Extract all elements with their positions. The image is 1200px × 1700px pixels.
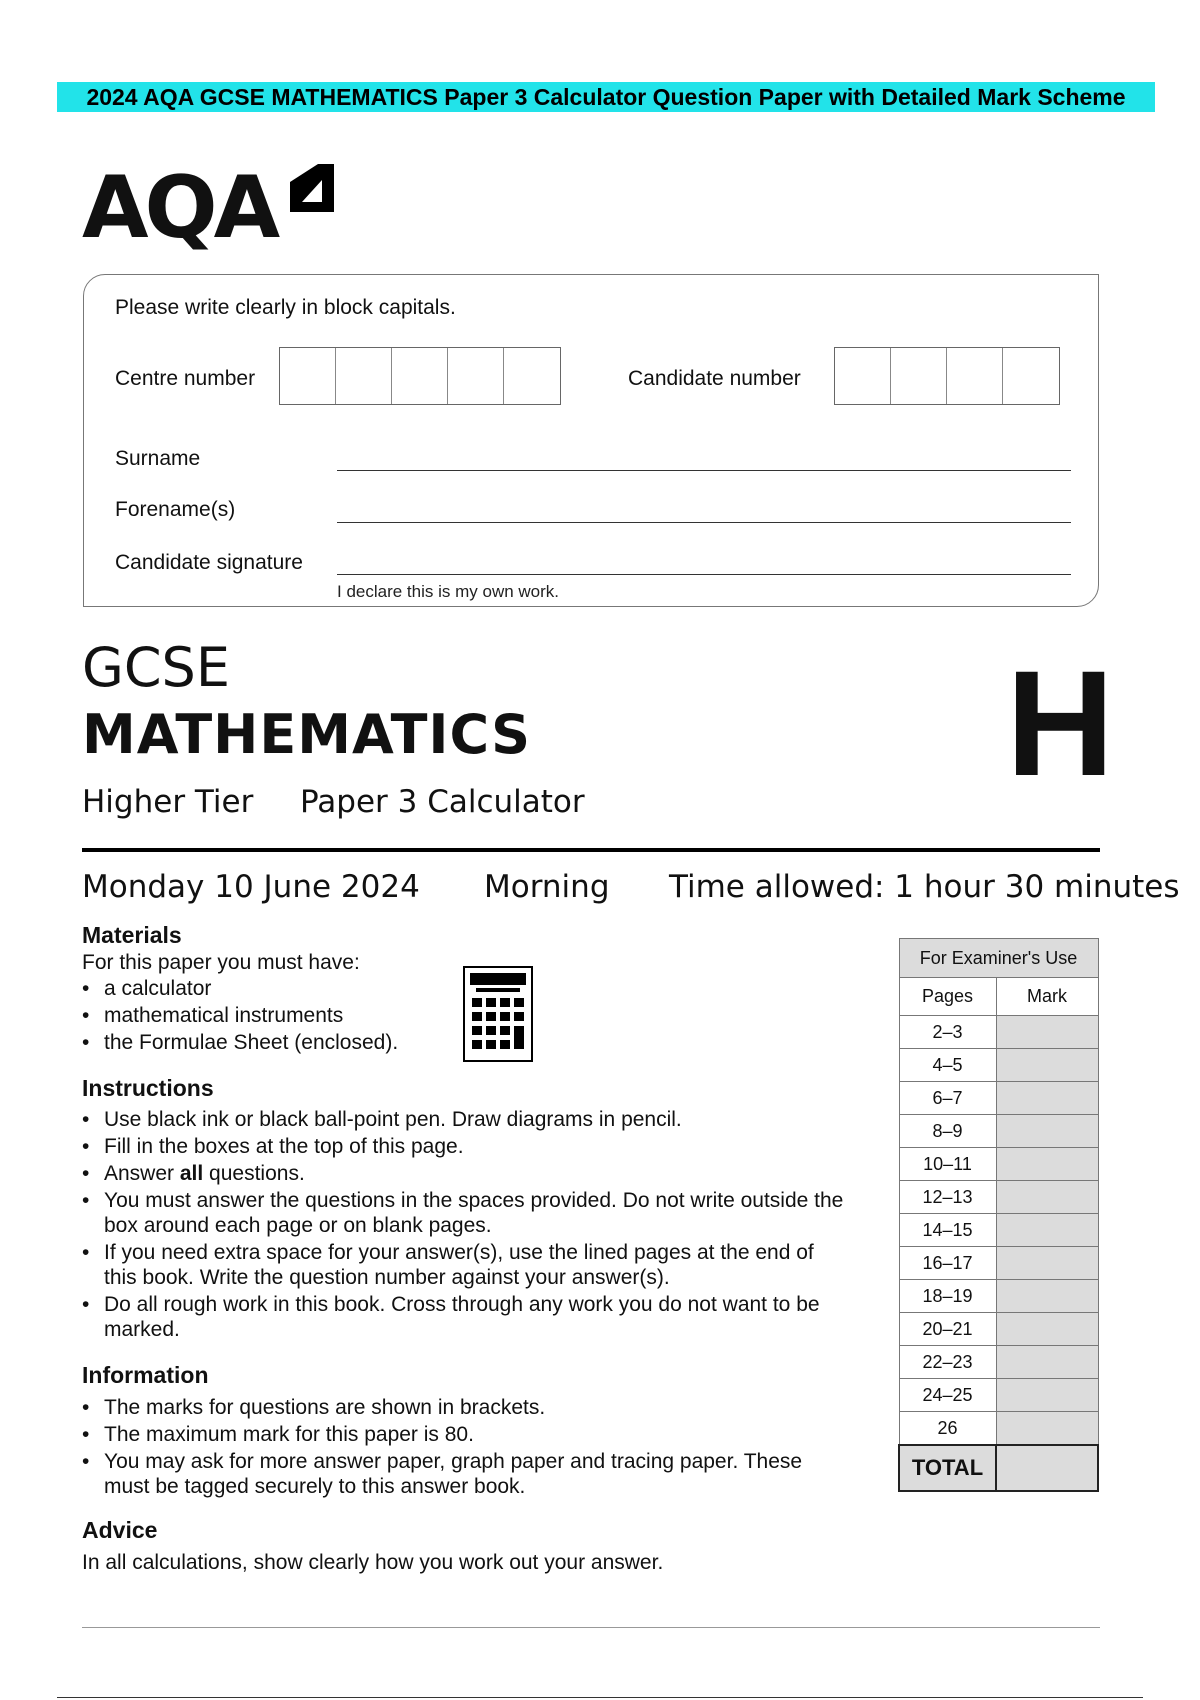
mark-cell[interactable] [996,1379,1098,1412]
table-row [899,1280,1098,1313]
pages-cell: 10–11 [899,1148,996,1181]
instructions-list [82,1107,852,1344]
mark-cell[interactable] [996,1247,1098,1280]
materials-heading: Materials [82,922,182,948]
centre-digit-box[interactable] [336,348,392,404]
information-list [82,1395,852,1501]
table-row [899,1115,1098,1148]
aqa-logo-mark-icon [282,162,336,222]
materials-intro: For this paper you must have: [82,951,360,974]
table-row [899,1049,1098,1082]
list-item: • The maximum mark for this paper is 80. [82,1422,852,1447]
list-item: • Use black ink or black ball-point pen. Draw diagrams in pencil. [82,1107,852,1132]
table-row [899,1379,1098,1412]
pages-cell: 18–19 [899,1280,996,1313]
paper-label: Paper 3 Calculator [300,784,585,820]
total-mark-cell[interactable] [996,1445,1098,1491]
tier-label: Higher Tier [82,784,254,820]
pages-cell: 14–15 [899,1214,996,1247]
total-row [899,1445,1098,1491]
pages-cell: 20–21 [899,1313,996,1346]
mark-cell[interactable] [996,1016,1098,1049]
pages-cell: 8–9 [899,1115,996,1148]
subject-title: MATHEMATICS [82,703,532,766]
footer-rule [82,1627,1100,1628]
advice-heading: Advice [82,1517,158,1543]
signature-line[interactable] [337,574,1071,575]
declaration-text: I declare this is my own work. [337,582,560,601]
table-row [899,1247,1098,1280]
candidate-number-label: Candidate number [628,367,801,390]
centre-number-label: Centre number [115,367,256,390]
table-row [899,1148,1098,1181]
candidate-number-boxes[interactable] [834,347,1060,405]
qualification-title: GCSE [82,636,230,699]
centre-digit-box[interactable] [392,348,448,404]
list-item: • Do all rough work in this book. Cross through any work you do not want to be marked. [82,1292,852,1342]
candidate-digit-box[interactable] [1003,348,1059,404]
pages-cell: 24–25 [899,1379,996,1412]
time-allowed: Time allowed: 1 hour 30 minutes [669,869,1180,905]
signature-label: Candidate signature [115,551,303,574]
mark-cell[interactable] [996,1346,1098,1379]
pages-column-header: Pages [899,978,996,1016]
centre-digit-box[interactable] [448,348,504,404]
mark-cell[interactable] [996,1313,1098,1346]
table-row [899,1181,1098,1214]
instructions-heading: Instructions [82,1075,214,1101]
table-row [899,1016,1098,1049]
forenames-line[interactable] [337,522,1071,523]
mark-cell[interactable] [996,1214,1098,1247]
mark-cell[interactable] [996,1082,1098,1115]
list-item: • If you need extra space for your answer(s), use the lined pages at the end of this book. Write the question number against your answer(s). [82,1240,852,1290]
pages-cell: 26 [899,1412,996,1446]
page-bottom-line [57,1697,1143,1698]
forenames-label: Forename(s) [115,498,236,521]
aqa-logo-text: AQA [82,158,277,258]
candidate-digit-box[interactable] [947,348,1003,404]
candidate-digit-box[interactable] [891,348,947,404]
surname-line[interactable] [337,470,1071,471]
table-row [899,1082,1098,1115]
examiner-use-table [898,938,1099,1492]
table-row [899,1214,1098,1247]
list-item: • Fill in the boxes at the top of this page. [82,1134,852,1159]
centre-digit-box[interactable] [280,348,336,404]
information-heading: Information [82,1362,209,1388]
list-item: • a calculator [82,976,462,1001]
examiner-table-title: For Examiner's Use [899,939,1098,978]
mark-cell[interactable] [996,1412,1098,1446]
centre-digit-box[interactable] [504,348,560,404]
pages-cell: 6–7 [899,1082,996,1115]
tier-letter: H [1006,639,1115,807]
list-item: • the Formulae Sheet (enclosed). [82,1030,462,1055]
list-item: • The marks for questions are shown in brackets. [82,1395,852,1420]
aqa-logo [82,158,352,258]
exam-date: Monday 10 June 2024 [82,869,420,905]
pages-cell: 2–3 [899,1016,996,1049]
candidate-digit-box[interactable] [835,348,891,404]
mark-column-header: Mark [996,978,1098,1016]
list-item: • Answer all questions. [82,1161,852,1186]
pages-cell: 16–17 [899,1247,996,1280]
list-item: • mathematical instruments [82,1003,462,1028]
document-banner: 2024 AQA GCSE MATHEMATICS Paper 3 Calculator Question Paper with Detailed Mark Scheme [57,82,1155,112]
mark-cell[interactable] [996,1181,1098,1214]
header-rule [82,848,1100,852]
list-item: • You must answer the questions in the spaces provided. Do not write outside the box around each page or on blank pages. [82,1188,852,1238]
table-row [899,1313,1098,1346]
mark-cell[interactable] [996,1280,1098,1313]
mark-cell[interactable] [996,1049,1098,1082]
advice-text: In all calculations, show clearly how you work out your answer. [82,1551,664,1574]
total-label: TOTAL [899,1445,996,1491]
materials-list [82,976,462,1057]
centre-number-boxes[interactable] [279,347,561,405]
calculator-icon [463,966,533,1062]
pages-cell: 4–5 [899,1049,996,1082]
table-row [899,1346,1098,1379]
exam-session: Morning [484,869,610,905]
list-item: • You may ask for more answer paper, graph paper and tracing paper. These must be tagged securely to this answer book. [82,1449,852,1499]
pages-cell: 22–23 [899,1346,996,1379]
surname-label: Surname [115,447,201,470]
block-capitals-instruction: Please write clearly in block capitals. [115,296,456,319]
table-row [899,1412,1098,1446]
pages-cell: 12–13 [899,1181,996,1214]
mark-cell[interactable] [996,1115,1098,1148]
mark-cell[interactable] [996,1148,1098,1181]
